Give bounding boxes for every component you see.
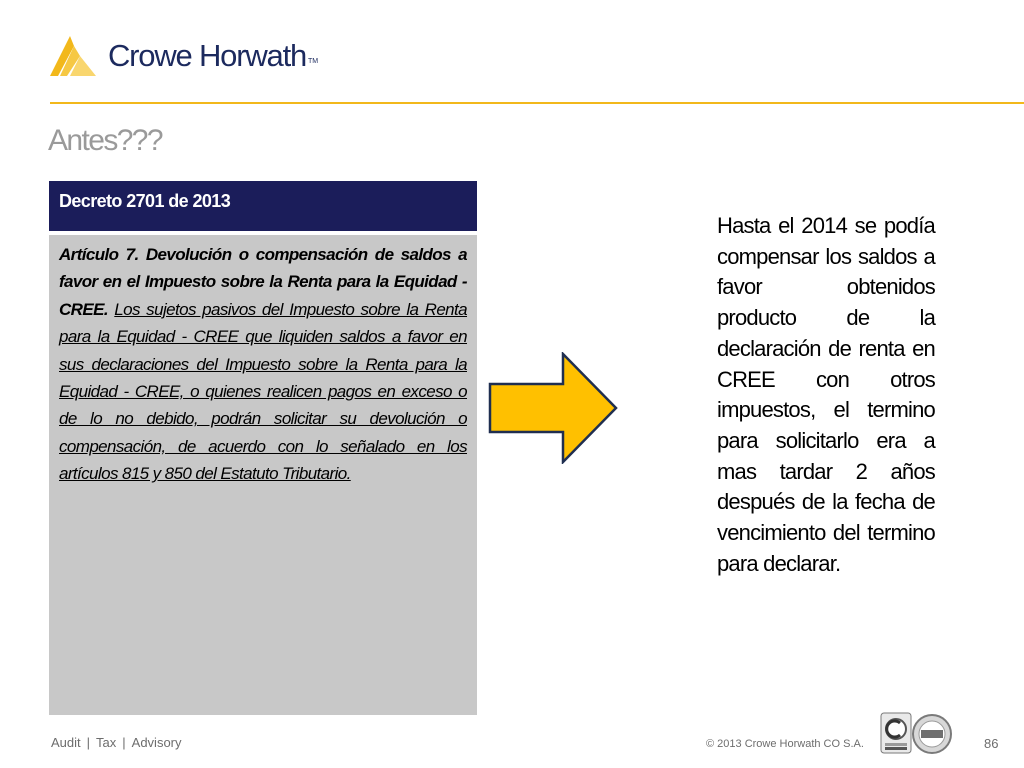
article-text bbox=[59, 241, 467, 488]
iqnet-seal-icon bbox=[911, 713, 953, 755]
trademark-mark: TM bbox=[308, 58, 319, 65]
crowe-horwath-logo bbox=[50, 32, 330, 80]
header-divider bbox=[50, 102, 1024, 104]
footer-service-tax: Tax bbox=[96, 735, 117, 750]
crowe-peak-icon bbox=[50, 32, 106, 78]
article-body: Los sujetos pasivos del Impuesto sobre la Renta para la Equidad - CREE que liquiden saldos a favor en sus declaraciones del Impuesto sobre la Renta para la Equidad - CREE, o quienes realicen pagos en exceso o de lo no debido, podrán solicitar su devolución o compensación, de acuerdo con lo señalado en los artículos 815 y 850 del Estatuto Tributario. bbox=[59, 299, 468, 484]
decree-header bbox=[49, 181, 477, 231]
footer-separator: | bbox=[122, 735, 126, 750]
footer-copyright: © 2013 Crowe Horwath CO S.A. bbox=[706, 738, 864, 750]
footer-service-advisory: Advisory bbox=[131, 735, 182, 750]
brand-name: Crowe Horwath bbox=[108, 38, 307, 73]
footer-separator: | bbox=[86, 735, 91, 750]
right-arrow-icon bbox=[488, 352, 620, 464]
slide-title: Antes??? bbox=[48, 124, 162, 157]
explanation-text: Hasta el 2014 se podía compensar los saldos a favor obtenidos producto de la declaración de renta en CREE con otros impuestos, el termino para solicitarlo era a mas tardar 2 años después de la fecha de vencimiento del termino para declarar. bbox=[717, 213, 935, 576]
article-box bbox=[49, 235, 477, 715]
icontec-seal-icon bbox=[880, 712, 912, 754]
decree-header-label: Decreto 2701 de 2013 bbox=[59, 191, 231, 211]
page-number: 86 bbox=[984, 736, 999, 751]
article-heading: Artículo 7. Devolución o compensación de saldos a favor en el Impuesto sobre la Renta para la Equidad - CREE. bbox=[59, 245, 467, 319]
footer-services bbox=[51, 735, 182, 750]
footer-service-audit: Audit bbox=[51, 735, 81, 750]
